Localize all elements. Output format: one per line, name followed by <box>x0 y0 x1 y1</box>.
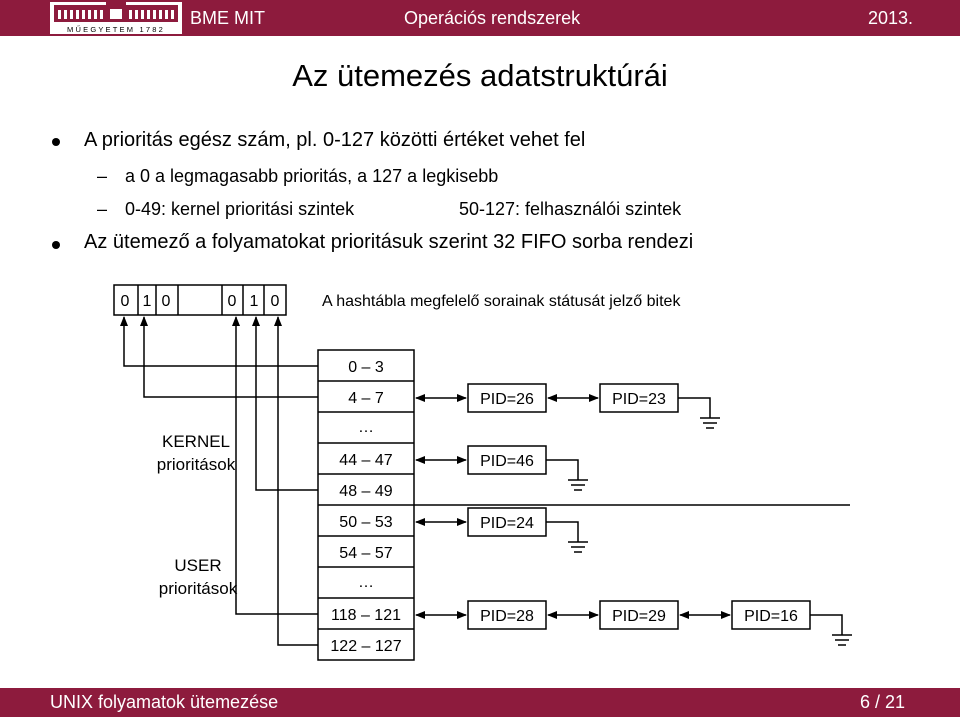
kernel-label: prioritások <box>156 455 236 474</box>
pid-label: PID=23 <box>612 391 666 408</box>
user-label: USER <box>174 556 222 575</box>
null-ground-icon <box>546 398 852 645</box>
bit-cell: 1 <box>142 293 152 310</box>
dash-marker: – <box>97 166 108 186</box>
footer-bar <box>0 688 960 717</box>
page-number: 6 / 21 <box>860 692 906 712</box>
logo-text: MŰEGYETEM 1782 <box>67 25 165 34</box>
range-cell: 122 – 127 <box>330 638 402 655</box>
bit-cell: 0 <box>161 293 171 310</box>
header-year: 2013. <box>868 8 914 28</box>
pid-boxes <box>468 384 810 629</box>
range-cell: 4 – 7 <box>348 390 384 407</box>
range-cell: 50 – 53 <box>339 514 393 531</box>
range-cell: 0 – 3 <box>348 359 384 376</box>
pid-label: PID=24 <box>480 515 534 532</box>
range-cell: 118 – 121 <box>331 607 401 624</box>
bit-cell: 1 <box>249 293 259 310</box>
pid-label: PID=28 <box>480 608 534 625</box>
bullet-2: Az ütemező a folyamatokat prioritásuk szerint 32 FIFO sorba rendezi <box>84 231 694 253</box>
status-bitmap <box>114 285 286 315</box>
header-org: BME MIT <box>190 8 265 28</box>
bitmap-caption: A hashtábla megfelelő sorainak státusát jelző bitek <box>322 293 681 310</box>
bullet-1: A prioritás egész szám, pl. 0-127 közötti értéket vehet fel <box>84 129 586 151</box>
kernel-label: KERNEL <box>161 432 231 451</box>
sub-bullet-2b: 50-127: felhasználói szintek <box>459 199 682 219</box>
bit-cell: 0 <box>227 293 237 310</box>
pid-label: PID=16 <box>744 608 798 625</box>
footer-title: UNIX folyamatok ütemezése <box>50 692 279 712</box>
bit-cell: 0 <box>120 293 130 310</box>
queue-links <box>416 398 730 615</box>
sub-bullet-1: a 0 a legmagasabb prioritás, a 127 a legkisebb <box>125 166 499 186</box>
range-cell: 54 – 57 <box>339 545 393 562</box>
header-course: Operációs rendszerek <box>404 8 581 28</box>
range-cell: 44 – 47 <box>339 452 393 469</box>
dash-marker: – <box>97 199 108 219</box>
range-cell: 48 – 49 <box>339 483 393 500</box>
sub-bullet-2a: 0-49: kernel prioritási szintek <box>125 199 355 219</box>
range-cell: … <box>358 419 374 436</box>
pid-label: PID=29 <box>612 608 666 625</box>
pid-label: PID=26 <box>480 391 534 408</box>
pid-label: PID=46 <box>480 453 534 470</box>
user-label: prioritások <box>158 579 238 598</box>
bit-cell: 0 <box>270 293 280 310</box>
page-title: Az ütemezés adatstruktúrái <box>292 58 668 93</box>
range-cell: … <box>358 574 374 591</box>
